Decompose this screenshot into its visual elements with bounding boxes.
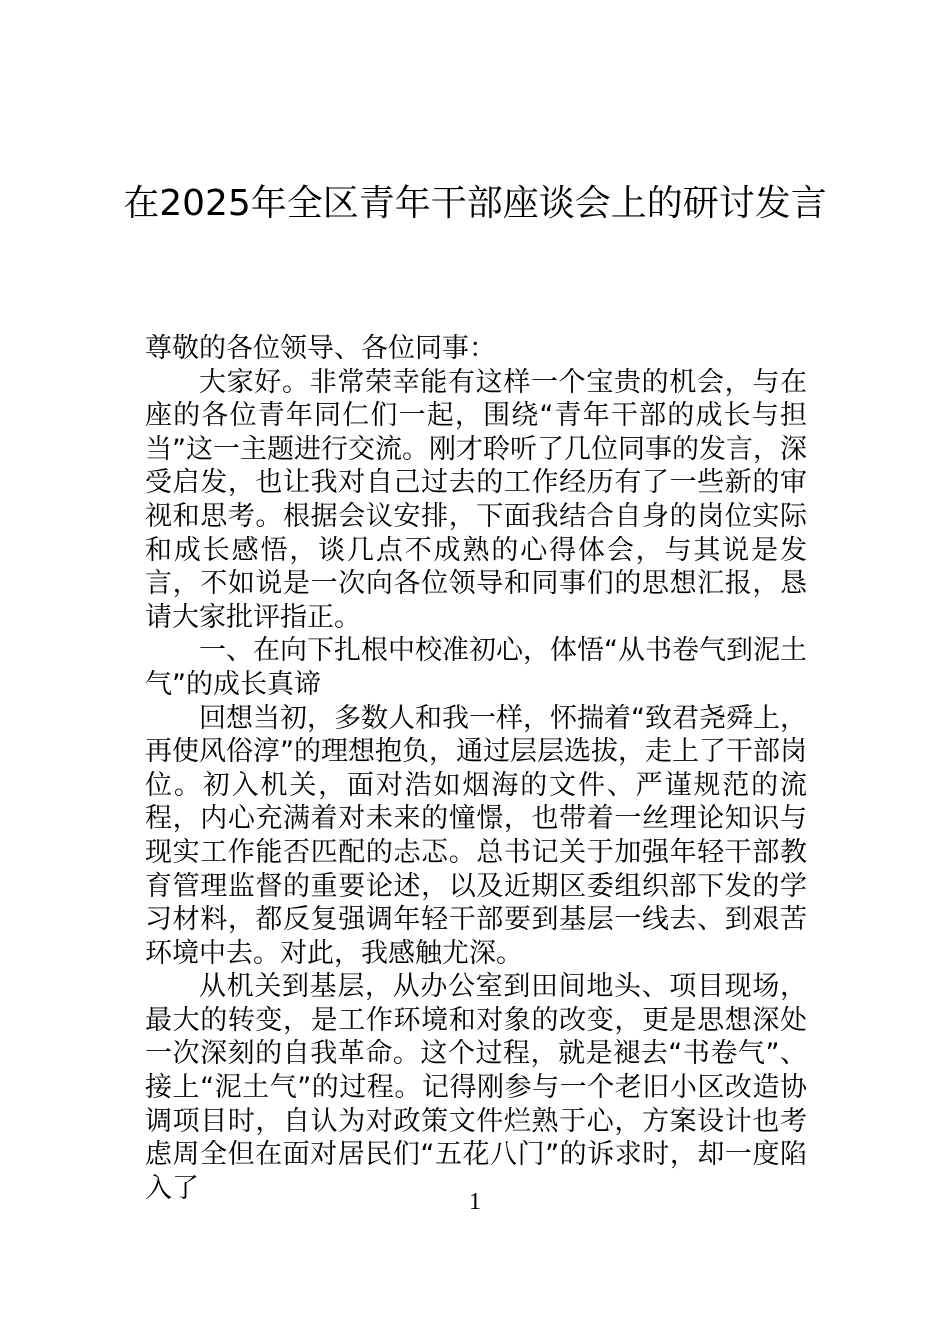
document-title: 在2025年全区青年干部座谈会上的研讨发言 — [123, 183, 827, 224]
salutation: 尊敬的各位领导、各位同事： — [145, 333, 496, 364]
document-body — [145, 332, 807, 1205]
paragraph-grassroots: 从机关到基层，从办公室到田间地头、项目现场，最大的转变，是工作环境和对象的改变，更是思想深处一次深刻的自我革命。这个过程，就是褪去“书卷气”、接上“泥土气”的过程。记得刚参与一个老旧小区改造协调项目时，自认为对政策文件烂熟于心，方案设计也考虑周全但在面对居民们“五花八门”的诉求时，却一度陷入了 — [145, 971, 807, 1204]
section-heading-1: 一、在向下扎根中校准初心，体悟“从书卷气到泥土气”的成长真谛 — [145, 635, 807, 700]
paragraph-recollection: 回想当初，多数人和我一样，怀揣着“致君尧舜上，再使风俗淳”的理想抱负，通过层层选拔，走上了干部岗位。初入机关，面对浩如烟海的文件、严谨规范的流程，内心充满着对未来的憧憬，也带着一丝理论知识与现实工作能否匹配的忐忑。总书记关于加强年轻干部教育管理监督的重要论述，以及近期区委组织部下发的学习材料，都反复强调年轻干部要到基层一线去、到艰苦环境中去。对此，我感触尤深。 — [145, 702, 807, 969]
page-number: 1 — [469, 1189, 481, 1215]
paragraph-opening: 大家好。非常荣幸能有这样一个宝贵的机会，与在座的各位青年同仁们一起，围绕“青年干部的成长与担当”这一主题进行交流。刚才聆听了几位同事的发言，深受启发，也让我对自己过去的工作经历有了一些新的审视和思考。根据会议安排，下面我结合自身的岗位实际和成长感悟，谈几点不成熟的心得体会，与其说是发言，不如说是一次向各位领导和同事们的思想汇报，恳请大家批评指正。 — [145, 366, 807, 633]
